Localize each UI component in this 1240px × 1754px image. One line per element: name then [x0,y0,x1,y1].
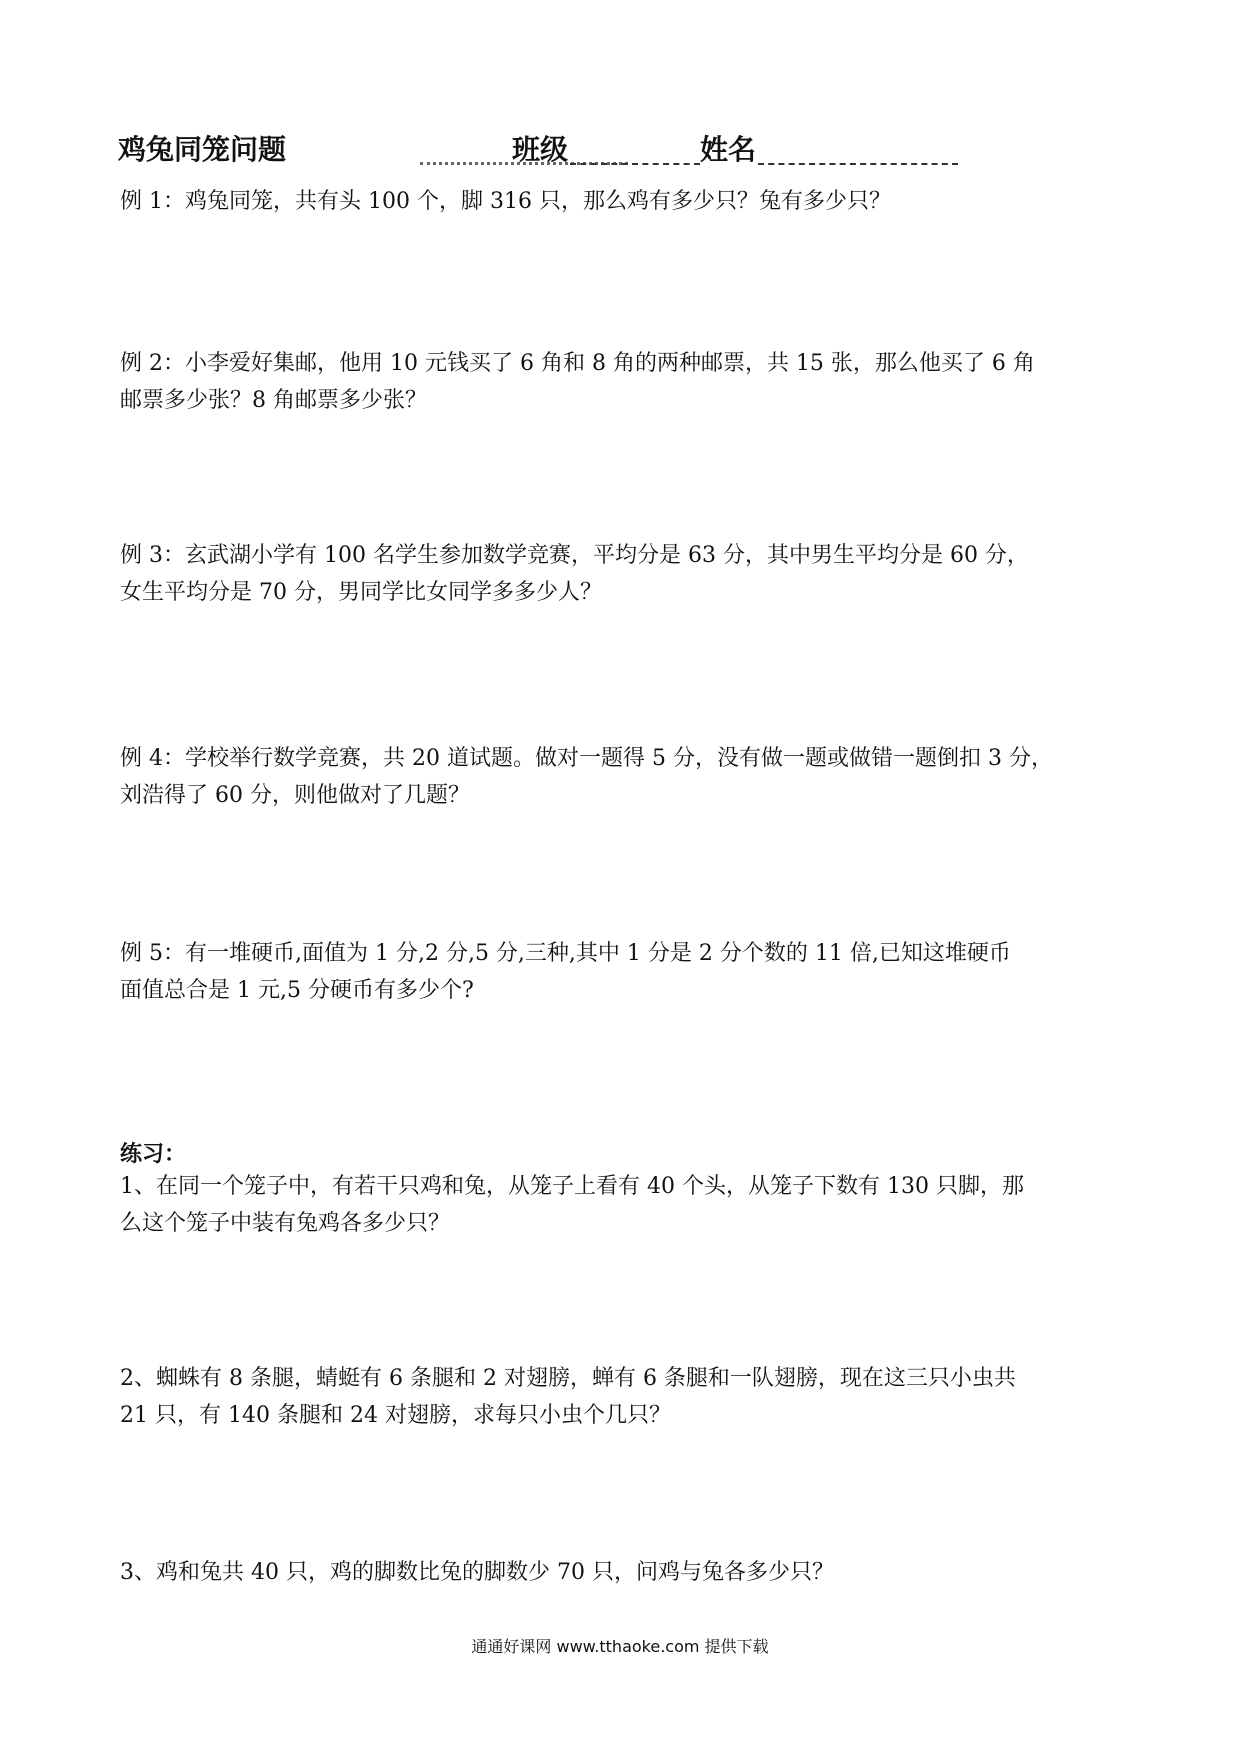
example-3-line-2: 女生平均分是 70 分，男同学比女同学多多少人？ [120,580,602,605]
example-5 [120,935,1130,1009]
example-4-line-1: 例 4：学校举行数学竞赛，共 20 道试题。做对一题得 5 分，没有做一题或做错一题倒扣 3 分， [120,746,1053,771]
example-3 [120,537,1130,611]
name-blank[interactable] [758,128,958,165]
practice-item-3-line-1: 3、鸡和兔共 40 只，鸡的脚数比兔的脚数少 70 只，问鸡与兔各多少只？ [120,1560,834,1585]
example-5-line-1: 例 5：有一堆硬币,面值为 1 分,2 分,5 分,三种,其中 1 分是 2 分个数的 11 倍,已知这堆硬币 [120,941,1011,966]
name-label: 姓名 [700,133,757,166]
practice-item-2-line-1: 2、蜘蛛有 8 条腿，蜻蜓有 6 条腿和 2 对翅膀，蝉有 6 条腿和一队翅膀，现在这三只小虫共 [120,1366,1016,1391]
example-5-line-2: 面值总合是 1 元,5 分硬币有多少个? [120,978,474,1003]
practice-item-1-line-1: 1、在同一个笼子中，有若干只鸡和兔，从笼子上看有 40 个头，从笼子下数有 130 只脚，那 [120,1174,1024,1199]
footer-credit: 通通好课网 www.tthaoke.com 提供下载 [471,1637,769,1656]
practice-item-1-line-2: 么这个笼子中装有兔鸡各多少只？ [120,1211,451,1236]
practice-title: 练习： [120,1141,187,1167]
practice-item-2-line-2: 21 只，有 140 条腿和 24 对翅膀，求每只小虫个几只？ [120,1403,671,1428]
example-1-line-1: 例 1：鸡兔同笼，共有头 100 个，脚 316 只，那么鸡有多少只？兔有多少只？ [120,189,891,214]
example-2 [120,345,1130,419]
example-2-line-1: 例 2：小李爱好集邮，他用 10 元钱买了 6 角和 8 角的两种邮票，共 15 张，那么他买了 6 角 [120,351,1035,376]
worksheet-title: 鸡兔同笼问题 [118,133,287,166]
class-label: 班级 [512,133,569,166]
example-4 [120,740,1130,814]
worksheet-header [118,128,958,172]
example-2-line-2: 邮票多少张？8 角邮票多少张？ [120,388,427,413]
practice-item-1 [120,1168,1130,1242]
example-4-line-2: 刘浩得了 60 分，则他做对了几题？ [120,783,470,808]
example-3-line-1: 例 3：玄武湖小学有 100 名学生参加数学竞赛，平均分是 63 分，其中男生平均分是 60 分， [120,543,1029,568]
class-blank[interactable] [570,128,700,165]
practice-item-2 [120,1360,1130,1434]
practice-item-3 [120,1554,1130,1591]
example-1 [120,183,1130,220]
